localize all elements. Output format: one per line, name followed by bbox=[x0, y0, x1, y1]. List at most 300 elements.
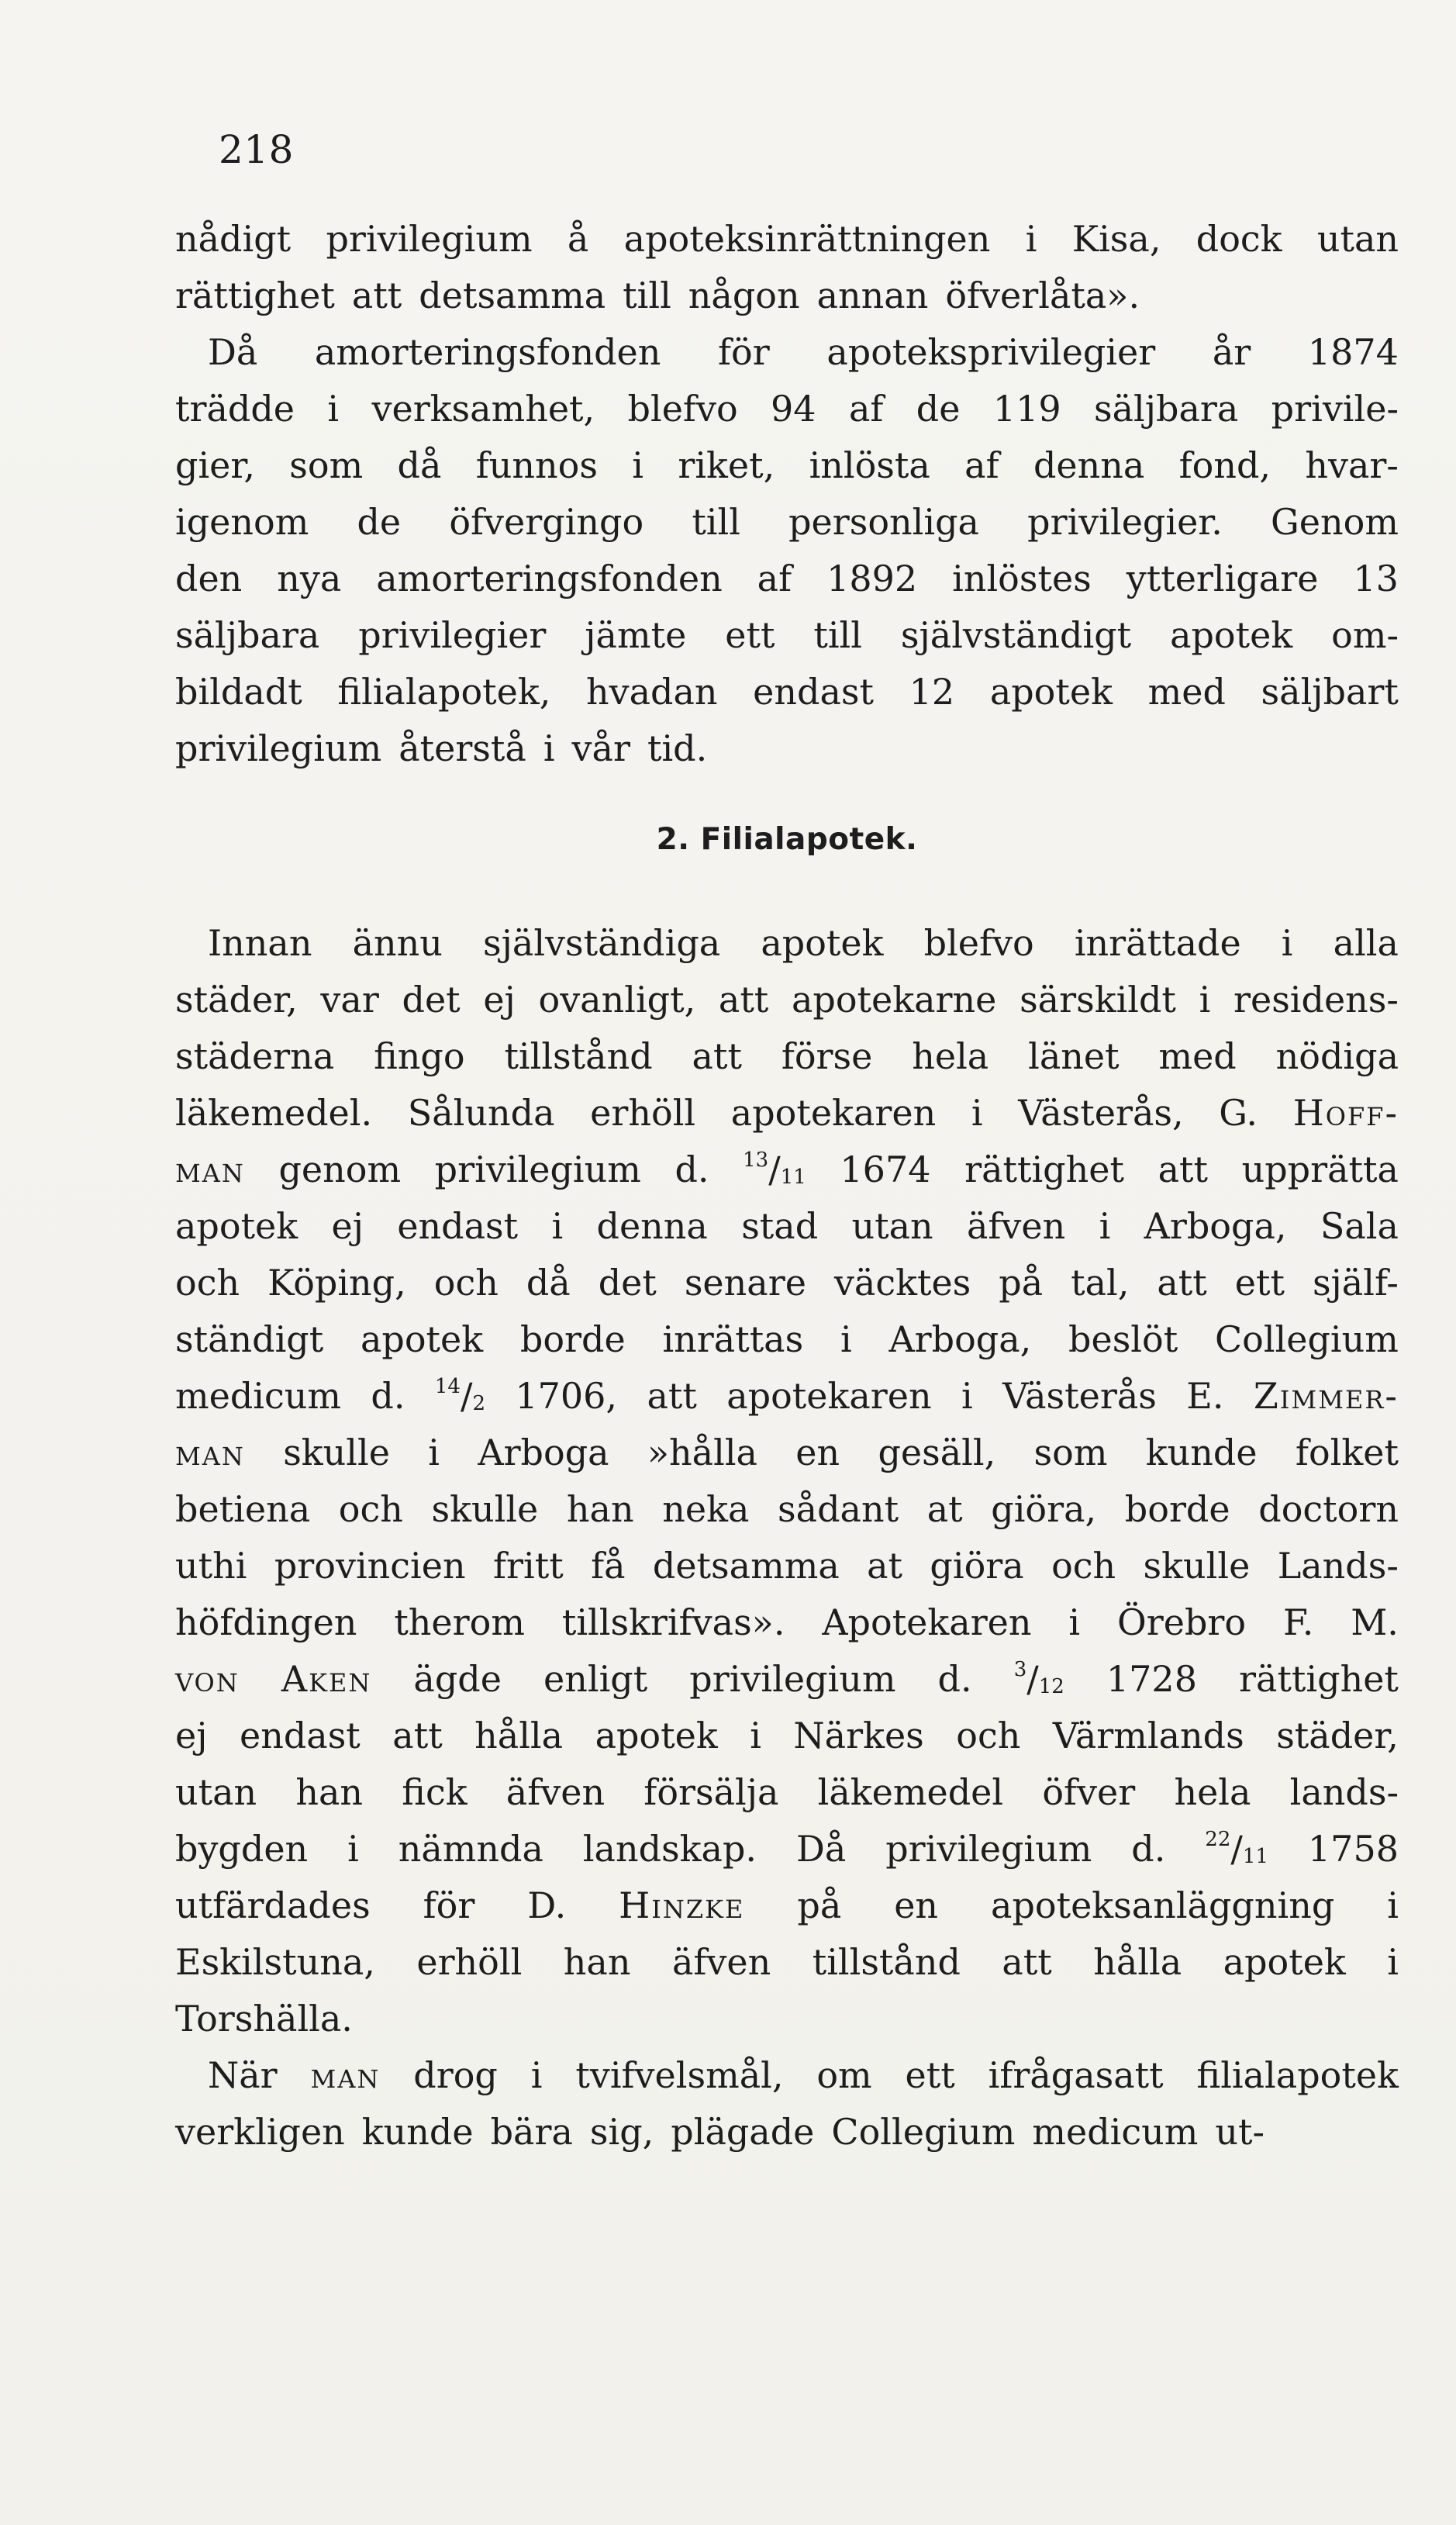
word: den bbox=[175, 558, 243, 599]
word: skulle bbox=[431, 1488, 539, 1530]
word: på bbox=[999, 1262, 1044, 1304]
text-line bbox=[175, 494, 1399, 551]
word: inlöstes bbox=[952, 558, 1092, 599]
word: d. bbox=[937, 1658, 972, 1700]
word: självständiga bbox=[483, 922, 721, 964]
page-number: 218 bbox=[219, 127, 294, 172]
word: ej bbox=[331, 1205, 364, 1247]
text-line bbox=[175, 551, 1399, 607]
word: Arboga, bbox=[888, 1318, 1032, 1360]
word: verkligen bbox=[175, 2111, 345, 2153]
word: af bbox=[757, 558, 792, 599]
word: $^{22}/_{11}$ bbox=[1205, 1828, 1268, 1870]
word: annan bbox=[816, 275, 929, 316]
word: 1728 bbox=[1106, 1658, 1197, 1700]
word: som bbox=[1033, 1432, 1108, 1473]
word: $^{13}/_{11}$ bbox=[743, 1149, 806, 1190]
word: kunde bbox=[1145, 1432, 1258, 1473]
word: neka bbox=[662, 1488, 750, 1530]
word: att bbox=[647, 1375, 697, 1417]
word: gesäll, bbox=[878, 1432, 996, 1473]
word: af bbox=[848, 388, 884, 430]
word: plägade bbox=[671, 2111, 815, 2153]
text-line bbox=[175, 720, 1399, 777]
word: till bbox=[813, 614, 862, 656]
word: G. bbox=[1219, 1092, 1258, 1134]
word: igenom bbox=[175, 501, 309, 543]
word: »hålla bbox=[647, 1432, 757, 1473]
word: och bbox=[1051, 1545, 1116, 1587]
word: d. bbox=[371, 1375, 405, 1417]
word: nämnda bbox=[398, 1828, 543, 1870]
word: ännu bbox=[352, 922, 443, 964]
word: amorteringsfonden bbox=[314, 331, 661, 373]
word: M. bbox=[1351, 1601, 1399, 1643]
word: i bbox=[543, 727, 555, 769]
word: endast bbox=[239, 1715, 361, 1756]
word: jämte bbox=[585, 614, 687, 656]
text-line bbox=[175, 381, 1399, 437]
word: stad bbox=[741, 1205, 819, 1247]
word: trädde bbox=[175, 388, 295, 430]
text-line bbox=[175, 664, 1399, 720]
word: i bbox=[971, 1092, 983, 1134]
word: sig, bbox=[589, 2111, 654, 2153]
word: han bbox=[566, 1488, 634, 1530]
word: läkemedel. bbox=[175, 1092, 373, 1134]
word: Hinzke bbox=[619, 1884, 745, 1926]
word: fritt bbox=[492, 1545, 564, 1587]
word: apotekaren bbox=[730, 1092, 937, 1134]
word: detsamma bbox=[652, 1545, 840, 1587]
word: apotek bbox=[1223, 1941, 1346, 1983]
word: 1758 bbox=[1307, 1828, 1399, 1870]
text-line bbox=[175, 2104, 1399, 2161]
word: ständigt bbox=[175, 1318, 324, 1360]
text-line bbox=[175, 607, 1399, 664]
word: enligt bbox=[543, 1658, 648, 1700]
word: Sålunda bbox=[407, 1092, 555, 1134]
word: endast bbox=[753, 671, 874, 713]
word: då bbox=[526, 1262, 571, 1304]
word: städer, bbox=[1276, 1715, 1399, 1756]
word: att bbox=[692, 1035, 742, 1077]
word: privilegium bbox=[885, 1828, 1092, 1870]
word: i bbox=[750, 1715, 761, 1756]
word: då bbox=[397, 444, 442, 486]
word: å bbox=[567, 218, 589, 260]
word: att bbox=[1002, 1941, 1052, 1983]
word: tal, bbox=[1071, 1262, 1130, 1304]
word: apotek bbox=[989, 671, 1113, 713]
word: borde bbox=[1124, 1488, 1230, 1530]
word: drog bbox=[413, 2054, 498, 2096]
word: landskap. bbox=[582, 1828, 757, 1870]
word: hålla bbox=[1093, 1941, 1182, 1983]
word: tillskrifvas». bbox=[561, 1601, 785, 1643]
text-line bbox=[175, 1651, 1399, 1708]
word: återstå bbox=[399, 727, 526, 769]
word: ett bbox=[725, 614, 775, 656]
word: att bbox=[1158, 1149, 1208, 1190]
body-text bbox=[175, 211, 1399, 2161]
word: hela bbox=[912, 1035, 989, 1077]
word: $^3/_{12}$ bbox=[1013, 1658, 1064, 1700]
word: inrättas bbox=[662, 1318, 804, 1360]
word: äfven bbox=[966, 1205, 1066, 1247]
word: i bbox=[530, 2054, 543, 2096]
word: hålla bbox=[474, 1715, 564, 1756]
word: apotek bbox=[360, 1318, 484, 1360]
text-line bbox=[175, 268, 1399, 324]
word: att bbox=[351, 275, 402, 316]
word: i bbox=[1281, 922, 1293, 964]
word: denna bbox=[1033, 444, 1145, 486]
text-line bbox=[175, 1708, 1399, 1764]
word: i bbox=[1068, 1601, 1081, 1643]
word: en bbox=[894, 1884, 939, 1926]
word: apotek bbox=[175, 1205, 298, 1247]
word: skulle bbox=[283, 1432, 390, 1473]
text-line bbox=[175, 972, 1399, 1028]
word: ovanligt, bbox=[538, 979, 696, 1021]
word: personliga bbox=[788, 501, 979, 543]
paragraph-group-1 bbox=[175, 211, 1399, 777]
word: utan bbox=[1316, 218, 1399, 260]
word: folket bbox=[1295, 1432, 1399, 1473]
word: Värmlands bbox=[1052, 1715, 1244, 1756]
word: doctorn bbox=[1258, 1488, 1399, 1530]
word: Apotekaren bbox=[822, 1601, 1032, 1643]
word: försälja bbox=[643, 1771, 779, 1813]
word: betiena bbox=[175, 1488, 311, 1530]
word: i bbox=[1199, 979, 1211, 1021]
word: bildadt bbox=[175, 671, 302, 713]
word: filialapotek, bbox=[337, 671, 551, 713]
word: få bbox=[591, 1545, 626, 1587]
word: själf- bbox=[1312, 1262, 1399, 1304]
word: Lands- bbox=[1277, 1545, 1399, 1587]
text-line bbox=[175, 1142, 1399, 1198]
word: för bbox=[423, 1884, 475, 1926]
word: självständigt bbox=[900, 614, 1132, 656]
word: 94 bbox=[771, 388, 816, 430]
word: städer, bbox=[175, 979, 298, 1021]
word: i bbox=[347, 1828, 359, 1870]
word: tvifvelsmål, bbox=[575, 2054, 784, 2096]
word: att bbox=[1157, 1262, 1207, 1304]
word: Kisa, bbox=[1071, 218, 1161, 260]
word: bygden bbox=[175, 1828, 309, 1870]
word: ifrågasatt bbox=[988, 2054, 1164, 2096]
word: apoteksinrättningen bbox=[623, 218, 991, 260]
word: privilegier bbox=[358, 614, 547, 656]
word: man bbox=[175, 1432, 245, 1473]
word: provincien bbox=[274, 1545, 466, 1587]
word: lands- bbox=[1289, 1771, 1399, 1813]
word: han bbox=[295, 1771, 364, 1813]
word: gier, bbox=[175, 444, 255, 486]
word: i bbox=[1387, 1941, 1399, 1983]
word: öfver bbox=[1042, 1771, 1136, 1813]
word: länet bbox=[1028, 1035, 1120, 1077]
word: Torshälla. bbox=[175, 1998, 353, 2040]
word: blefvo bbox=[923, 922, 1034, 964]
word: Collegium bbox=[831, 2111, 1016, 2153]
word: Genom bbox=[1271, 501, 1399, 543]
text-line bbox=[175, 1255, 1399, 1311]
word: det bbox=[402, 979, 461, 1021]
word: vår bbox=[571, 727, 630, 769]
word: apotek bbox=[595, 1715, 718, 1756]
word: öfverlåta». bbox=[945, 275, 1140, 316]
word: amorteringsfonden bbox=[376, 558, 723, 599]
word: en bbox=[795, 1432, 840, 1473]
text-line bbox=[175, 915, 1399, 972]
word: man bbox=[310, 2054, 381, 2096]
word: erhöll bbox=[590, 1092, 696, 1134]
word: och bbox=[175, 1262, 240, 1304]
text-line bbox=[175, 1028, 1399, 1085]
text-line bbox=[175, 1198, 1399, 1255]
word: och bbox=[338, 1488, 403, 1530]
word: ut- bbox=[1215, 2111, 1265, 2153]
word: säljbara bbox=[1094, 388, 1239, 430]
word: residens- bbox=[1233, 979, 1399, 1021]
word: Närkes bbox=[793, 1715, 924, 1756]
word: med bbox=[1147, 671, 1226, 713]
word: Västerås, bbox=[1018, 1092, 1184, 1134]
word: hvadan bbox=[585, 671, 718, 713]
text-line bbox=[175, 437, 1399, 494]
word: 1674 bbox=[840, 1149, 931, 1190]
word: utan bbox=[175, 1771, 257, 1813]
word: F. bbox=[1282, 1601, 1314, 1643]
word: medicum bbox=[175, 1375, 342, 1417]
word: Örebro bbox=[1117, 1601, 1247, 1643]
word: nya bbox=[277, 558, 342, 599]
text-line bbox=[175, 1594, 1399, 1651]
word: år bbox=[1212, 331, 1251, 373]
word: apotekarne bbox=[791, 979, 997, 1021]
word: som bbox=[289, 444, 364, 486]
word: i bbox=[327, 388, 340, 430]
text-line bbox=[175, 324, 1399, 381]
word: säljbara bbox=[175, 614, 320, 656]
word: förse bbox=[781, 1035, 873, 1077]
word: detsamma bbox=[419, 275, 606, 316]
word: privilegium bbox=[326, 218, 533, 260]
word: 1874 bbox=[1307, 331, 1399, 373]
word: Sala bbox=[1320, 1205, 1399, 1247]
word: i bbox=[551, 1205, 564, 1247]
word: Zimmer- bbox=[1253, 1375, 1399, 1417]
word: 13 bbox=[1353, 558, 1399, 599]
text-line bbox=[175, 1934, 1399, 1991]
text-line bbox=[175, 1821, 1399, 1877]
word: fingo bbox=[374, 1035, 465, 1077]
word: de bbox=[916, 388, 961, 430]
word: var bbox=[320, 979, 379, 1021]
word: hvar- bbox=[1305, 444, 1399, 486]
word: 1892 bbox=[826, 558, 918, 599]
text-line bbox=[175, 1538, 1399, 1594]
word: Hoff- bbox=[1292, 1092, 1399, 1134]
word: till bbox=[623, 275, 671, 316]
word: medicum bbox=[1032, 2111, 1199, 2153]
word: i bbox=[632, 444, 643, 486]
word: dock bbox=[1196, 218, 1282, 260]
word: giöra bbox=[930, 1545, 1024, 1587]
word: någon bbox=[688, 275, 800, 316]
word: beslöt bbox=[1068, 1318, 1178, 1360]
text-line bbox=[175, 2047, 1399, 2104]
word: höfdingen bbox=[175, 1601, 357, 1643]
word: rättighet bbox=[1239, 1658, 1399, 1700]
word: tid. bbox=[647, 727, 708, 769]
word: privilegier. bbox=[1027, 501, 1223, 543]
word: rättighet bbox=[175, 275, 335, 316]
word: 119 bbox=[992, 388, 1061, 430]
word: Köping, bbox=[267, 1262, 406, 1304]
word: i bbox=[1025, 218, 1037, 260]
text-line bbox=[175, 1764, 1399, 1821]
word: för bbox=[718, 331, 770, 373]
text-line bbox=[175, 1311, 1399, 1368]
word: i bbox=[1387, 1884, 1399, 1926]
word: om- bbox=[1331, 614, 1399, 656]
word: 1706, bbox=[515, 1375, 618, 1417]
word: apoteksanläggning bbox=[991, 1884, 1335, 1926]
word: alla bbox=[1333, 922, 1399, 964]
word: upprätta bbox=[1241, 1149, 1399, 1190]
word: erhöll bbox=[416, 1941, 523, 1983]
word: fond, bbox=[1178, 444, 1271, 486]
word: han bbox=[563, 1941, 631, 1983]
word: nådigt bbox=[175, 218, 292, 260]
word: ytterligare bbox=[1126, 558, 1319, 599]
word: att bbox=[718, 979, 769, 1021]
word: Eskilstuna, bbox=[175, 1941, 375, 1983]
word: D. bbox=[527, 1884, 567, 1926]
word: riket, bbox=[678, 444, 775, 486]
word: 12 bbox=[909, 671, 955, 713]
word: ej bbox=[483, 979, 516, 1021]
word: apoteksprivilegier bbox=[826, 331, 1156, 373]
word: apotek bbox=[761, 922, 884, 964]
word: bära bbox=[490, 2111, 573, 2153]
text-line bbox=[175, 1085, 1399, 1142]
word: verksamhet, bbox=[371, 388, 595, 430]
word: filialapotek bbox=[1196, 2054, 1399, 2096]
word: ägde bbox=[413, 1658, 502, 1700]
text-line bbox=[175, 1877, 1399, 1934]
word: uthi bbox=[175, 1545, 247, 1587]
word: tillstånd bbox=[812, 1941, 961, 1983]
word: ett bbox=[905, 2054, 955, 2096]
word: blefvo bbox=[627, 388, 738, 430]
word: at bbox=[926, 1488, 963, 1530]
word: utan bbox=[851, 1205, 933, 1247]
word: tillstånd bbox=[504, 1035, 653, 1077]
word: i bbox=[840, 1318, 852, 1360]
word: om bbox=[816, 2054, 872, 2096]
word: giöra, bbox=[991, 1488, 1097, 1530]
word: therom bbox=[394, 1601, 525, 1643]
word: kunde bbox=[361, 2111, 474, 2153]
word: apotekaren bbox=[726, 1375, 932, 1417]
word: sådant bbox=[778, 1488, 899, 1530]
word: $^{14}/_2$ bbox=[434, 1375, 485, 1417]
word: borde bbox=[519, 1318, 626, 1360]
word: de bbox=[357, 501, 402, 543]
word: att bbox=[392, 1715, 443, 1756]
text-line bbox=[175, 211, 1399, 268]
word: i bbox=[428, 1432, 440, 1473]
text-line bbox=[175, 1481, 1399, 1538]
word: man bbox=[175, 1149, 245, 1190]
word: funnos bbox=[475, 444, 598, 486]
word: privile- bbox=[1271, 388, 1399, 430]
word: Arboga, bbox=[1144, 1205, 1287, 1247]
word: öfvergingo bbox=[449, 501, 644, 543]
section-heading: 2. Filialapotek. bbox=[656, 822, 918, 857]
word: rättighet bbox=[964, 1149, 1124, 1190]
word: inlösta bbox=[809, 444, 930, 486]
word: privilegium bbox=[175, 727, 382, 769]
word: denna bbox=[596, 1205, 708, 1247]
word: d. bbox=[1131, 1828, 1166, 1870]
word: särskildt bbox=[1020, 979, 1176, 1021]
word: utfärdades bbox=[175, 1884, 371, 1926]
text-line bbox=[175, 1991, 1399, 2047]
word: När bbox=[208, 2054, 278, 2096]
word: läkemedel bbox=[817, 1771, 1004, 1813]
word: Innan bbox=[208, 922, 312, 964]
word: säljbart bbox=[1261, 671, 1399, 713]
word: endast bbox=[397, 1205, 519, 1247]
word: fick bbox=[402, 1771, 468, 1813]
word: på bbox=[797, 1884, 842, 1926]
word: i bbox=[1099, 1205, 1111, 1247]
word: till bbox=[692, 501, 740, 543]
paragraph-group-2 bbox=[175, 915, 1399, 2161]
word: privilegium bbox=[434, 1149, 641, 1190]
word: senare bbox=[684, 1262, 806, 1304]
word: i bbox=[961, 1375, 973, 1417]
text-line bbox=[175, 1368, 1399, 1425]
word: E. bbox=[1186, 1375, 1224, 1417]
word: genom bbox=[278, 1149, 402, 1190]
word: d. bbox=[675, 1149, 709, 1190]
word: Aken bbox=[281, 1658, 372, 1700]
word: äfven bbox=[505, 1771, 606, 1813]
word: och bbox=[956, 1715, 1021, 1756]
word: med bbox=[1158, 1035, 1237, 1077]
word: privilegium bbox=[689, 1658, 896, 1700]
word: väcktes bbox=[833, 1262, 971, 1304]
word: det bbox=[598, 1262, 657, 1304]
word: Collegium bbox=[1214, 1318, 1399, 1360]
word: af bbox=[964, 444, 999, 486]
word: skulle bbox=[1143, 1545, 1251, 1587]
word: äfven bbox=[671, 1941, 771, 1983]
word: at bbox=[867, 1545, 903, 1587]
word: apotek bbox=[1170, 614, 1293, 656]
word: Arboga bbox=[478, 1432, 609, 1473]
word: nödiga bbox=[1275, 1035, 1399, 1077]
word: inrättade bbox=[1074, 922, 1241, 964]
